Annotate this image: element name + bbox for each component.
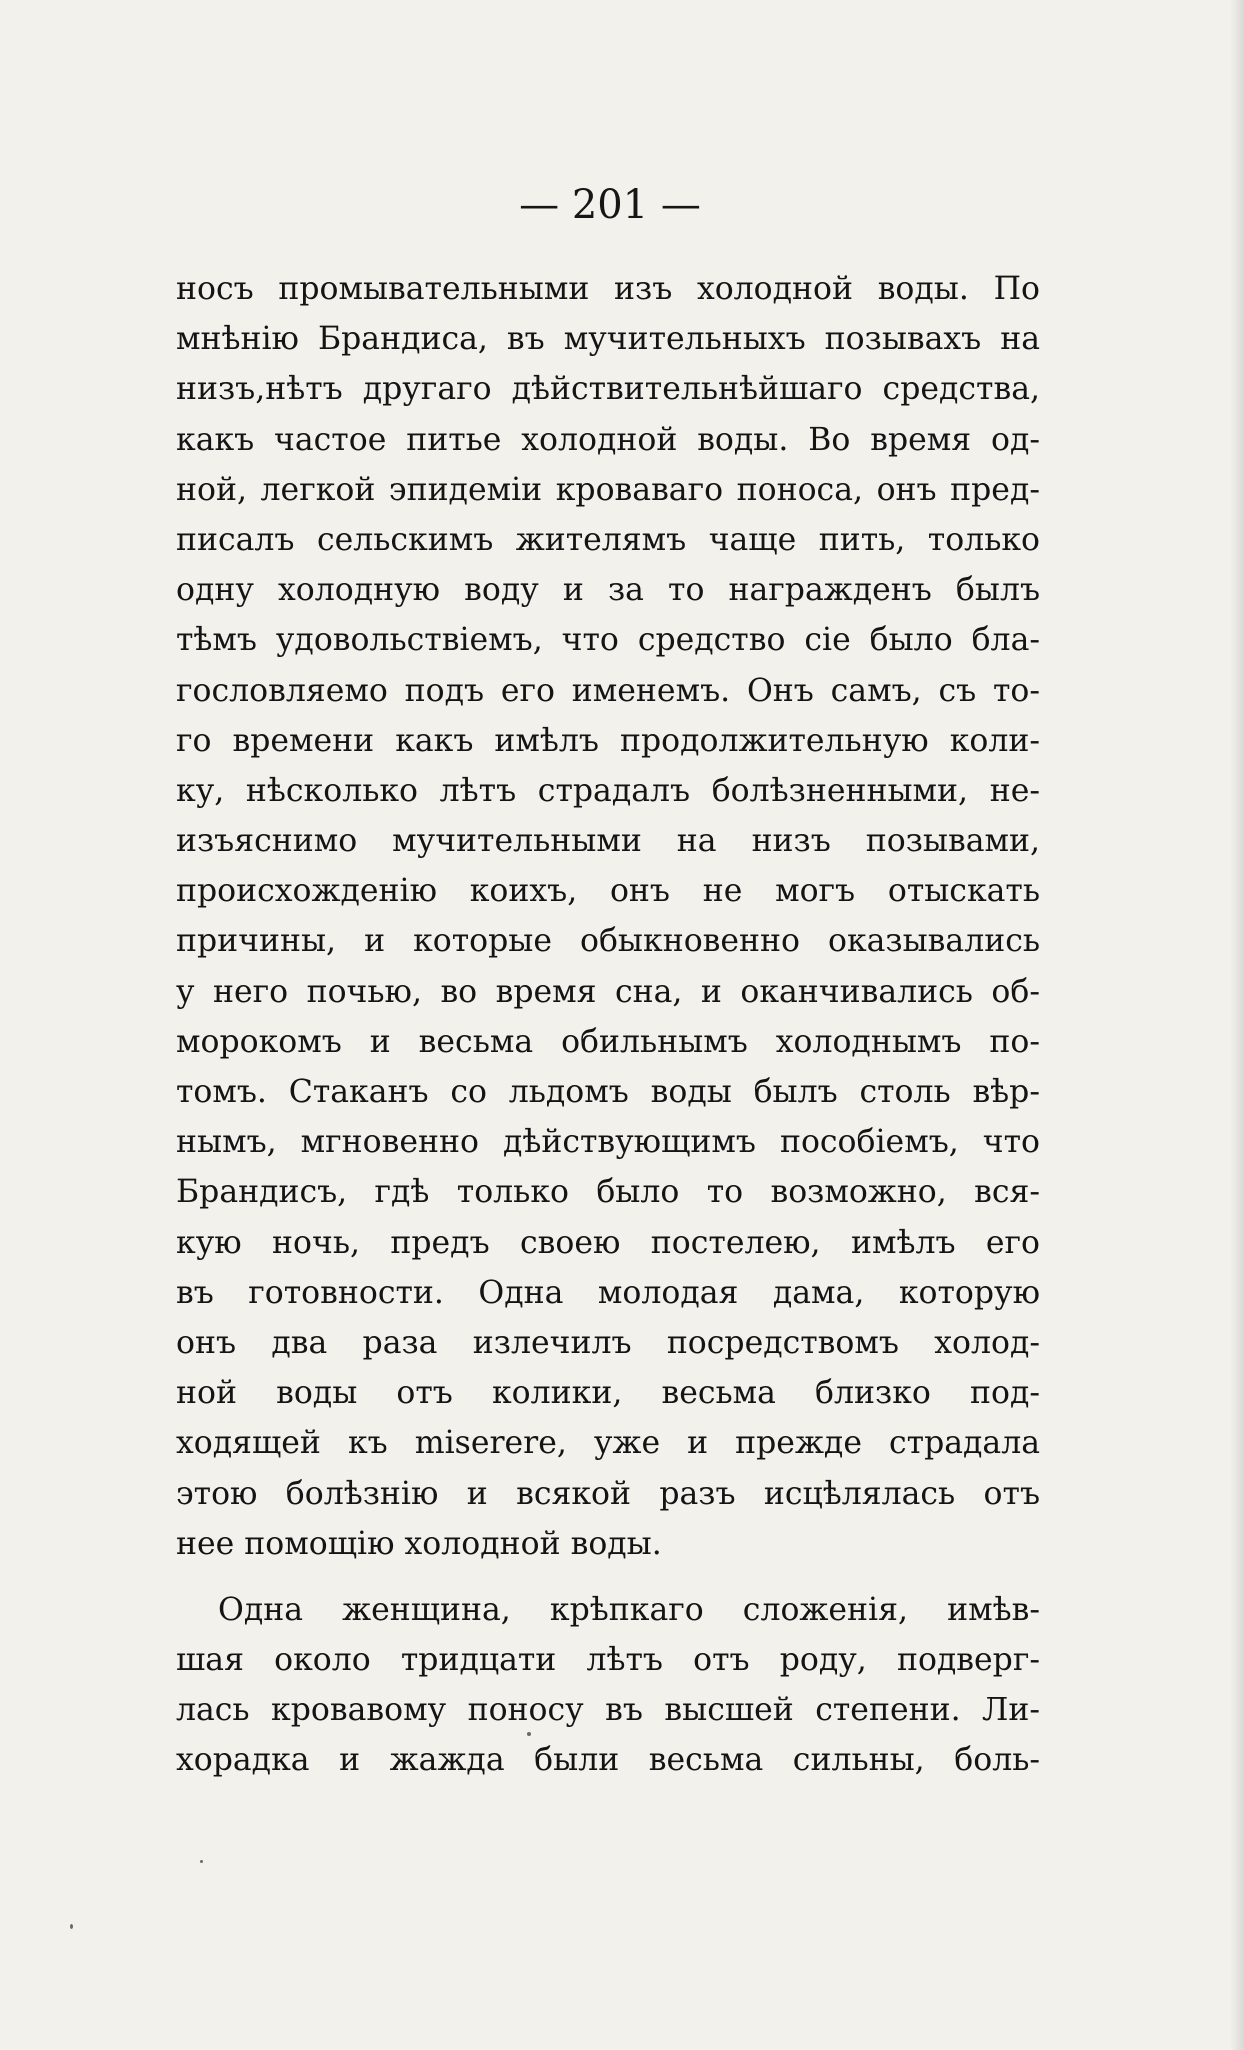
- paper-speck: [527, 1732, 531, 1736]
- text-line: морокомъ и весьма обильнымъ холоднымъ по-: [176, 1023, 1040, 1060]
- page-edge-shadow: [1230, 0, 1244, 2050]
- paper-speck: [200, 1860, 203, 1863]
- text-line: ной воды отъ колики, весьма близко под-: [176, 1375, 1040, 1412]
- text-line: лась кровавому поносу въ высшей степени. Ли-: [176, 1692, 1040, 1729]
- text-line: причины, и которые обыкновенно оказывались: [176, 923, 1040, 960]
- text-line: гословляемо подъ его именемъ. Онъ самъ, съ то-: [176, 672, 1040, 709]
- text-line: онъ два раза излечилъ посредствомъ холод-: [176, 1324, 1040, 1361]
- page-body-text: [176, 264, 1040, 1786]
- text-line: тѣмъ удовольствіемъ, что средство сіе было бла-: [176, 622, 1040, 659]
- text-line: томъ. Стаканъ со льдомъ воды былъ столь вѣр-: [176, 1074, 1040, 1110]
- text-line: происхожденію коихъ, онъ не могъ отыскать: [176, 873, 1040, 910]
- text-line: изъяснимо мучительными на низъ позывами,: [176, 823, 1040, 860]
- text-line: шая около тридцати лѣтъ отъ роду, подверг-: [176, 1642, 1040, 1679]
- text-line: этою болѣзнію и всякой разъ исцѣлялась отъ: [176, 1475, 1040, 1512]
- page-number: — 201 —: [519, 182, 701, 228]
- text-line: Одна женщина, крѣпкаго сложенія, имѣв-: [218, 1591, 1040, 1628]
- paragraph-spacer: [176, 1569, 1040, 1585]
- text-line: мнѣнію Брандиса, въ мучительныхъ позывахъ на: [176, 321, 1040, 358]
- text-line: въ готовности. Одна молодая дама, которую: [176, 1274, 1040, 1311]
- text-line: нымъ, мгновенно дѣйствующимъ пособіемъ, что: [176, 1124, 1040, 1161]
- text-line: у него почью, во время сна, и оканчивались об-: [176, 973, 1040, 1010]
- text-line: хорадка и жажда были весьма сильны, боль-: [176, 1742, 1040, 1779]
- text-line: кую ночь, предъ своею постелею, имѣлъ его: [176, 1224, 1040, 1261]
- text-line: носъ промывательными изъ холодной воды. По: [176, 271, 1040, 307]
- text-line: какъ частое питье холодной воды. Во время од-: [176, 421, 1040, 458]
- text-line: писалъ сельскимъ жителямъ чаще пить, только: [176, 521, 1040, 558]
- paper-speck: [70, 1924, 73, 1929]
- text-line: ной, легкой эпидеміи кроваваго поноса, онъ пред-: [176, 471, 1040, 508]
- text-line: одну холодную воду и за то награжденъ былъ: [176, 572, 1040, 609]
- text-line: ку, нѣсколько лѣтъ страдалъ болѣзненными, не-: [176, 772, 1040, 809]
- paragraph-1: [176, 264, 1040, 1569]
- text-line: го времени какъ имѣлъ продолжительную коли-: [176, 722, 1040, 759]
- text-line: Брандисъ, гдѣ только было то возможно, вся-: [176, 1174, 1040, 1211]
- text-line: нее помощію холодной воды.: [176, 1525, 662, 1562]
- paragraph-2: [176, 1585, 1040, 1786]
- text-line: ходящей къ miserere, уже и прежде страдала: [176, 1425, 1040, 1462]
- text-line: низъ,нѣтъ другаго дѣйствительнѣйшаго средства,: [176, 371, 1040, 408]
